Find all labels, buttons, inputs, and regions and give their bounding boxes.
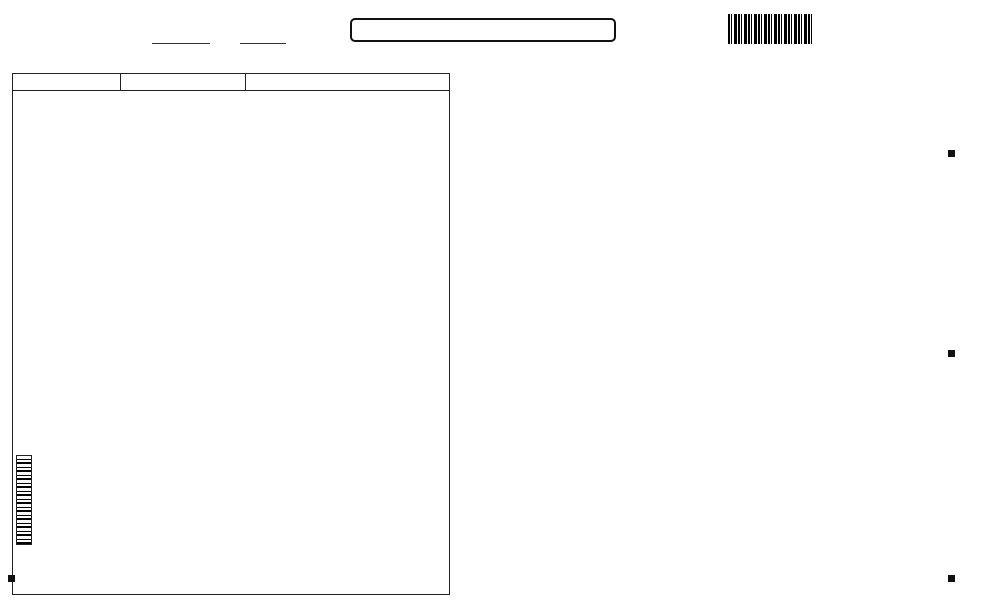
inicio-underline bbox=[152, 43, 210, 44]
col-letras bbox=[246, 74, 449, 90]
document-title bbox=[350, 18, 616, 42]
side-barcode bbox=[16, 455, 32, 545]
col-numeros bbox=[121, 74, 246, 90]
fin-underline bbox=[240, 43, 286, 44]
registration-mark bbox=[8, 575, 15, 582]
registration-mark bbox=[948, 575, 955, 582]
barcode bbox=[728, 14, 814, 44]
table-header bbox=[13, 74, 449, 91]
registration-mark bbox=[948, 150, 955, 157]
votes-table bbox=[12, 73, 450, 595]
registration-mark bbox=[948, 350, 955, 357]
col-partido bbox=[13, 74, 121, 90]
